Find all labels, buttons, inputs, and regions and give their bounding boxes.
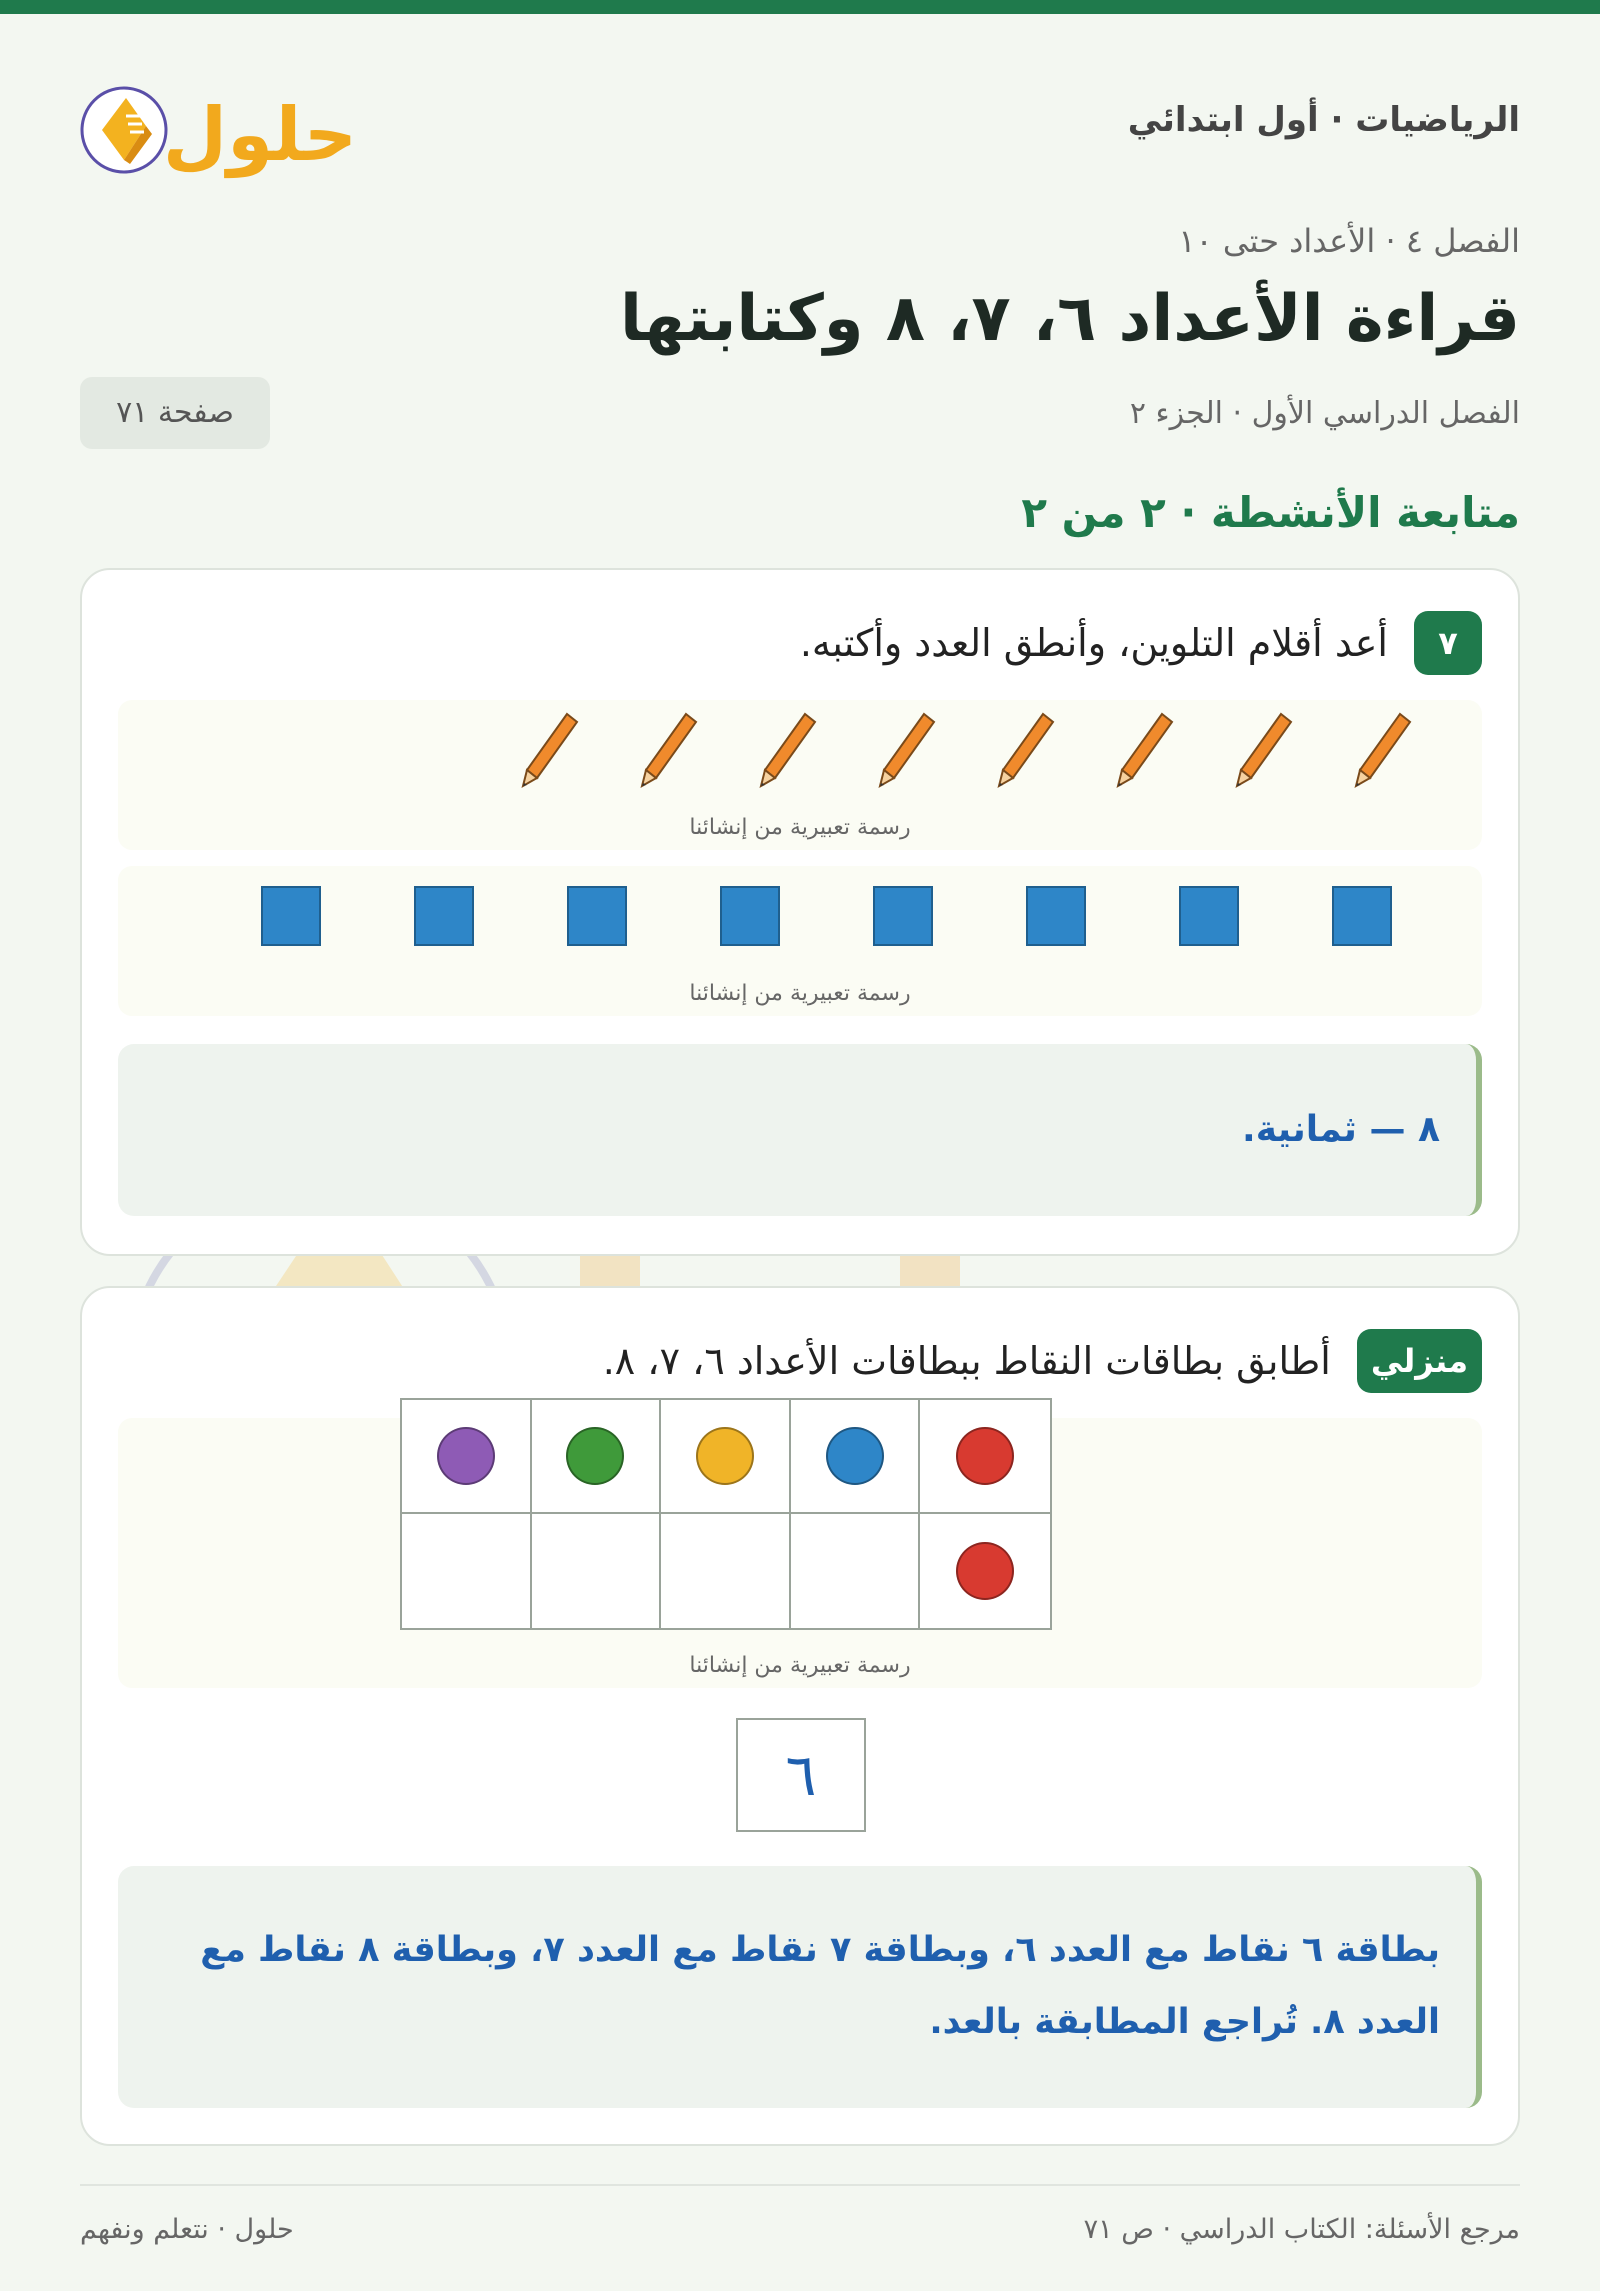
pencil-icon [1352,712,1412,790]
blue-square [873,886,933,946]
counter-dot [826,1427,884,1485]
frame-cell [920,1400,1050,1514]
frame-cell [402,1514,532,1628]
blue-square [720,886,780,946]
pencil-icon [757,712,817,790]
frame-cell [661,1400,791,1514]
footer-brand: حلول · نتعلم ونفهم [80,2214,294,2245]
chapter-label: الفصل ٤ · الأعداد حتى ١٠ [1178,222,1520,260]
counter-dot [956,1542,1014,1600]
question-row [800,608,1482,678]
blue-square [1026,886,1086,946]
question-number-badge: ٧ [1414,611,1482,675]
frame-cell [661,1514,791,1628]
counter-dot [696,1427,754,1485]
question-text: أطابق بطاقات النقاط ببطاقات الأعداد ٦، ٧، ٨. [602,1339,1331,1383]
blue-square [1332,886,1392,946]
hulul-logo[interactable] [80,60,360,180]
number-card: ٦ [736,1718,866,1832]
page-title: قراءة الأعداد ٦، ٧، ٨ وكتابتها [619,282,1520,356]
answer-box: ٨ — ثمانية. [118,1044,1482,1216]
subject-label: الرياضيات · أول ابتدائي [1127,100,1520,140]
pencil-icon [1233,712,1293,790]
frame-cell [791,1400,921,1514]
page-header [80,60,1520,180]
counter-dot [956,1427,1014,1485]
logo-text: حلول [162,92,358,178]
illustration-caption: رسمة تعبيرية من إنشائنا [689,981,911,1006]
counter-dot [566,1427,624,1485]
question-card-home [80,1286,1520,2146]
question-text: أعد أقلام التلوين، وأنطق العدد وأكتبه. [799,621,1388,665]
pencil-icon [519,712,579,790]
counter-dot [437,1427,495,1485]
frame-cell [920,1514,1050,1628]
pencil-icon [995,712,1055,790]
question-row [603,1326,1482,1396]
squares-illustration [118,866,1482,1016]
top-accent-bar [0,0,1600,14]
pencil-icon [1114,712,1174,790]
semester-label: الفصل الدراسي الأول · الجزء ٢ [1129,396,1520,431]
blue-square [1179,886,1239,946]
footer-divider [80,2184,1520,2186]
frame-cell [791,1514,921,1628]
square-row [261,886,1392,946]
blue-square [567,886,627,946]
pencil-icon [638,712,698,790]
frame-cell [532,1400,662,1514]
pencil-icon [876,712,936,790]
illustration-caption: رسمة تعبيرية من إنشائنا [689,1653,911,1678]
homework-badge: منزلي [1357,1329,1482,1393]
pencil-row [519,712,1412,790]
question-card-7 [80,568,1520,1256]
illustration-caption: رسمة تعبيرية من إنشائنا [689,815,911,840]
page-number-badge: صفحة ٧١ [80,377,270,449]
footer-reference: مرجع الأسئلة: الكتاب الدراسي · ص ٧١ [1083,2214,1520,2245]
blue-square [261,886,321,946]
ten-frame-dot-card [400,1398,1052,1630]
blue-square [414,886,474,946]
answer-box: بطاقة ٦ نقاط مع العدد ٦، وبطاقة ٧ نقاط مع العدد ٧، وبطاقة ٨ نقاط مع العدد ٨. تُراجع المطابقة بالعد. [118,1866,1482,2108]
section-heading: متابعة الأنشطة · ٢ من ٢ [1021,488,1520,537]
pencils-illustration [118,700,1482,850]
frame-cell [402,1400,532,1514]
frame-cell [532,1514,662,1628]
